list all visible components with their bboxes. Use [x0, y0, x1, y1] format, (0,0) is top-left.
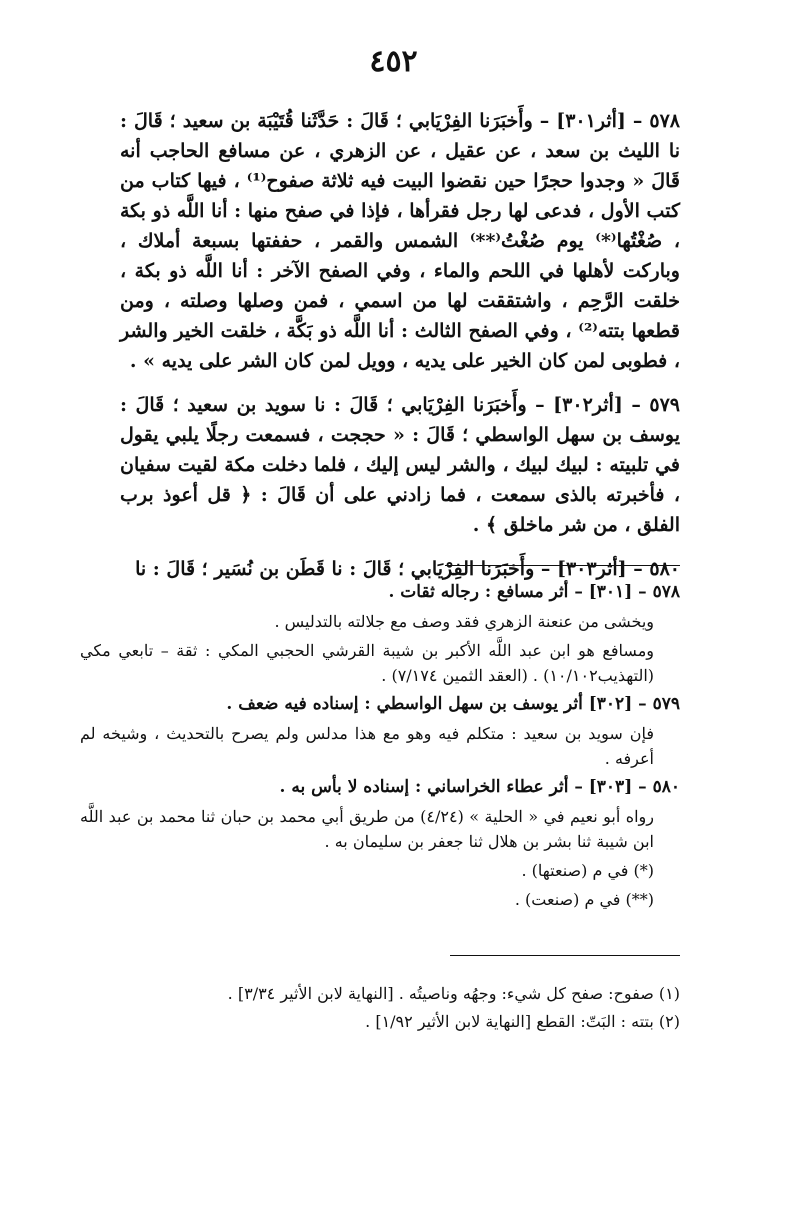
footnotes [130, 980, 680, 1036]
footnote-1: (١) صفوح: صفح كل شيء: وجهُه وناصيتُه . [النهاية لابن الأثير ٣/٣٤] . [227, 984, 680, 1003]
athar-578-paragraph: ٥٧٨ – [أثر٣٠١] – وأَخبَرَنا الفِرْيَابي ؛ قَالَ : حَدَّثَنا قُتَيْبَة بن سعيد ؛ قَالَ : نا الليث بن سعد ، عن عقيل ، عن الزهري ، عن مسافع الحاجب أنه قَالَ « وجدوا حجرًا حين نقضوا البيت فيه ثلاثة صفوح⁽¹⁾ ، فيها كتاب من كتب الأول ، فدعى لها رجل فقرأها ، فإذا في صفح منها : أنا اللَّه ذو بكة ، صُغْتُها⁽*⁾ يوم صُغْتُ⁽**⁾ الشمس والقمر ، حففتها بسبعة أملاك ، وباركت لأهلها في اللحم والماء ، وفي الصفح الآخر : أنا اللَّه ذو بكة ، خلقت الرَّحِم ، واشتققت لها من اسمي ، فمن وصلها وصلته ، ومن قطعها بتته⁽²⁾ ، وفي الصفح الثالث : أنا اللَّه ذو بَكَّة ، خلقت الخير والشر ، فطوبى لمن كان الخير على يديه ، وويل لمن كان الشر على يديه » . [120, 110, 680, 372]
note-579-heading: ٥٧٩ – [٣٠٢] أثر يوسف بن سهل الواسطي : إسناده فيه ضعف . [226, 694, 680, 714]
note-580-body: رواه أبو نعيم في « الحلية » (٤/٢٤) من طريق أبي محمد بن حبان ثنا محمد بن عبد اللَّه ابن شيبة ثنا بشر بن هلال ثنا جعفر بن سليمان به . [80, 807, 654, 851]
variant-note-1: (*) في م (صنعتها) . [521, 861, 654, 880]
note-578-heading: ٥٧٨ – [٣٠١] – أثر مسافع : رجاله ثقات . [388, 582, 680, 602]
main-text [120, 106, 680, 598]
editor-notes [80, 580, 680, 916]
note-578-body-1: ويخشى من عنعنة الزهري فقد وصف مع جلالته بالتدليس . [274, 612, 654, 631]
variant-note-2: (**) في م (صنعت) . [514, 890, 654, 909]
footnote-divider [450, 955, 680, 956]
footnote-2: (٢) بتته : البَتّ: القطع [النهاية لابن الأثير ١/٩٢] . [365, 1012, 680, 1031]
note-578-body-2: ومسافع هو ابن عبد اللَّه الأكبر بن شيبة القرشي الحجبي المكي : ثقة – تابعي مكي (التهذيب١٠/١٠٢) . (العقد الثمين ٧/١٧٤) . [80, 641, 654, 685]
note-580-heading: ٥٨٠ – [٣٠٣] – أثر عطاء الخراساني : إسناده لا بأس به . [279, 777, 680, 797]
main-divider [445, 565, 680, 566]
athar-579-paragraph: ٥٧٩ – [أثر٣٠٢] – وأَخبَرَنا الفِرْيَابي ؛ قَالَ : نا سويد بن سعيد ؛ قَالَ : يوسف بن سهل الواسطي ؛ قَالَ : « حججت ، فسمعت رجلًا يلبي يقول في تلبيته : لبيك لبيك ، والشر ليس إليك ، فلما دخلت مكة لقيت سفيان ، فأخبرته بالذى سمعت ، فما زادني على أن قَالَ : ﴿ قل أعوذ برب الفلق ، من شر ماخلق ﴾ . [120, 394, 680, 536]
page-number: ٤٥٢ [369, 44, 418, 79]
athar-580-paragraph: ٥٨٠ – [أثر٣٠٣] – وأَخبَرَنا الفِرْيَابي ؛ قَالَ : نا قَطَن بن نُسَير ؛ قَالَ : نا [135, 558, 680, 580]
note-579-body: فإن سويد بن سعيد : متكلم فيه وهو مع هذا مدلس ولم يصرح بالتحديث ، وشيخه لم أعرفه . [80, 724, 654, 768]
